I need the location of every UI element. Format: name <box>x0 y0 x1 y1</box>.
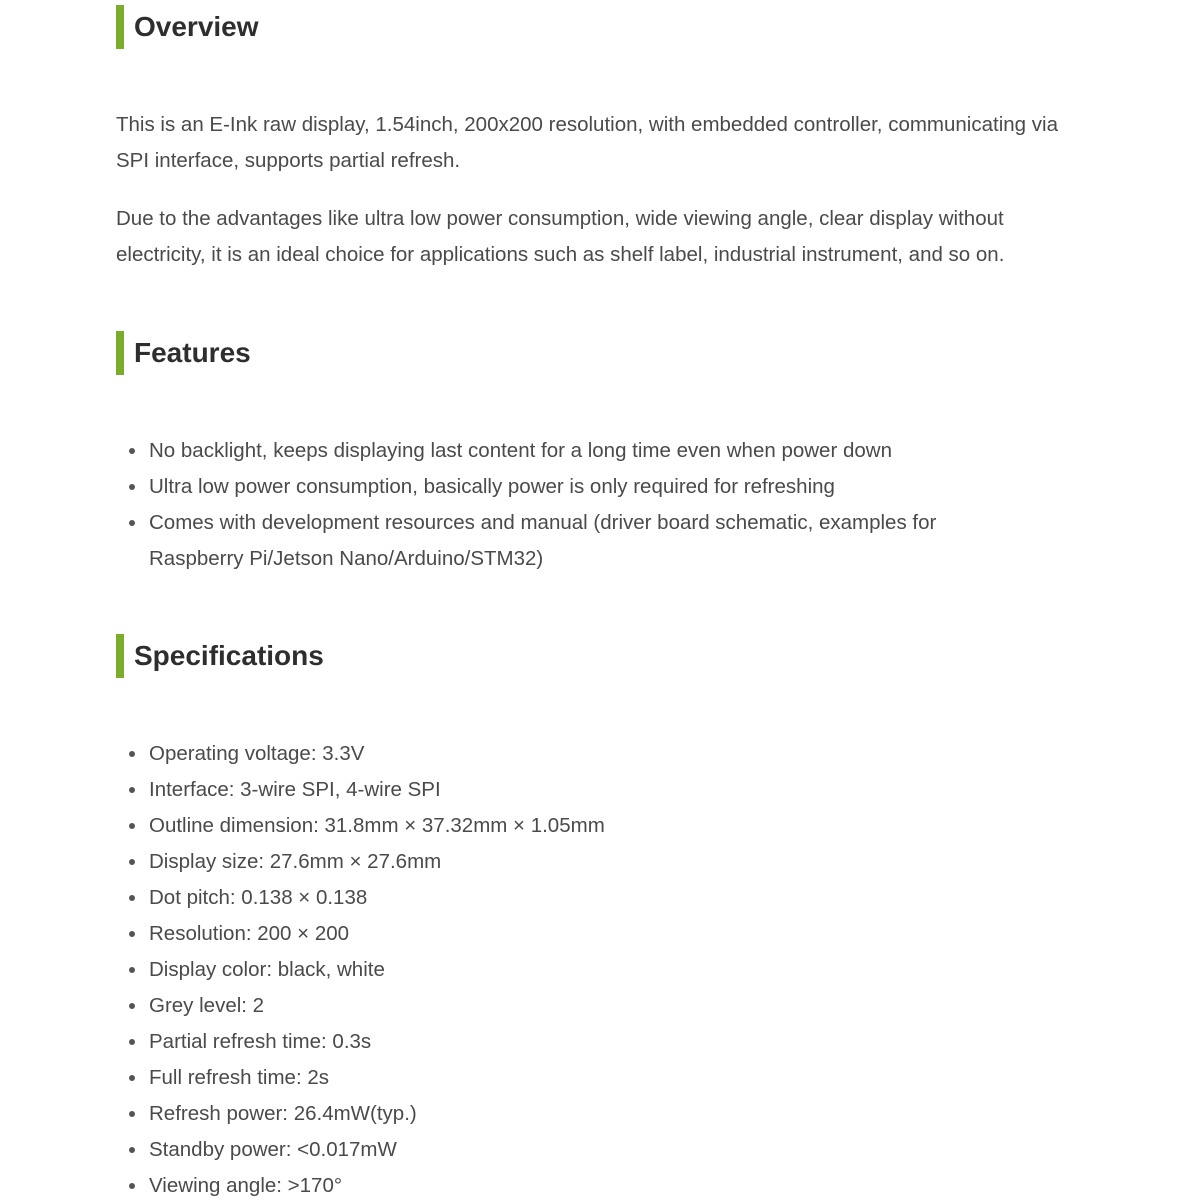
features-list-item: Ultra low power consumption, basically power is only required for refreshing <box>116 469 1076 505</box>
overview-title: Overview <box>134 11 259 42</box>
spec-item-grey-level: Grey level: 2 <box>116 988 1076 1024</box>
spec-item-resolution: Resolution: 200 × 200 <box>116 916 1076 952</box>
spec-item-full-refresh-time: Full refresh time: 2s <box>116 1060 1076 1096</box>
specifications-list <box>116 736 1076 1204</box>
specifications-heading <box>116 634 324 678</box>
heading-accent-bar <box>116 634 124 678</box>
features-title: Features <box>134 337 251 368</box>
spec-item-dot-pitch: Dot pitch: 0.138 × 0.138 <box>116 880 1076 916</box>
spec-item-interface: Interface: 3-wire SPI, 4-wire SPI <box>116 772 1076 808</box>
overview-paragraph-1: This is an E-Ink raw display, 1.54inch, 200x200 resolution, with embedded controller, communicating via SPI interface, supports partial refresh. <box>116 113 1058 172</box>
spec-item-display-color: Display color: black, white <box>116 952 1076 988</box>
overview-paragraph-2: Due to the advantages like ultra low power consumption, wide viewing angle, clear display without electricity, it is an ideal choice for applications such as shelf label, industrial instrument, and so on. <box>116 207 1005 266</box>
spec-item-viewing-angle: Viewing angle: >170° <box>116 1168 1076 1204</box>
heading-accent-bar <box>116 5 124 49</box>
features-list <box>116 433 1076 577</box>
features-heading <box>116 331 251 375</box>
features-list-item: Comes with development resources and manual (driver board schematic, examples for Raspberry Pi/Jetson Nano/Arduino/STM32) <box>116 505 1076 577</box>
features-list-item: No backlight, keeps displaying last content for a long time even when power down <box>116 433 1076 469</box>
heading-accent-bar <box>116 331 124 375</box>
spec-item-standby-power: Standby power: <0.017mW <box>116 1132 1076 1168</box>
specifications-title: Specifications <box>134 640 324 671</box>
spec-item-refresh-power: Refresh power: 26.4mW(typ.) <box>116 1096 1076 1132</box>
spec-item-operating-voltage: Operating voltage: 3.3V <box>116 736 1076 772</box>
spec-item-display-size: Display size: 27.6mm × 27.6mm <box>116 844 1076 880</box>
spec-item-partial-refresh-time: Partial refresh time: 0.3s <box>116 1024 1076 1060</box>
spec-item-outline-dimension: Outline dimension: 31.8mm × 37.32mm × 1.05mm <box>116 808 1076 844</box>
overview-heading <box>116 5 259 49</box>
